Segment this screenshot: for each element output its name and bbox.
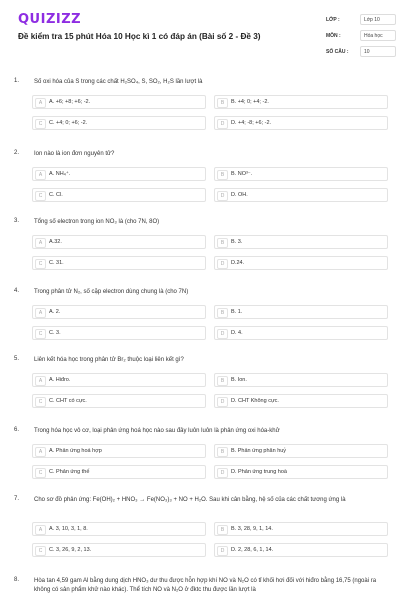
option-d[interactable] bbox=[214, 256, 388, 270]
option-text: A. +6; +8; +6; -2. bbox=[49, 99, 91, 105]
option-d[interactable] bbox=[214, 394, 388, 408]
option-letter-badge: B bbox=[217, 525, 228, 535]
option-b[interactable] bbox=[214, 522, 388, 536]
option-text: C. CHT có cực. bbox=[49, 398, 87, 404]
page-title: Đề kiểm tra 15 phút Hóa 10 Học kì 1 có đáp án (Bài số 2 - Đề 3) bbox=[18, 32, 261, 41]
question-text: Trong hóa học vô cơ, loại phản ứng hoá học nào sau đây luôn luôn là phản ứng oxi hóa-khử bbox=[34, 428, 280, 434]
meta-value: Hóa học bbox=[360, 30, 396, 41]
option-letter-badge: B bbox=[217, 447, 228, 457]
option-letter-badge: A bbox=[35, 376, 46, 386]
option-letter-badge: D bbox=[217, 397, 228, 407]
option-text: C. Cl. bbox=[49, 192, 63, 198]
question-text: Hòa tan 4,59 gam Al bằng dung dịch HNO₃ dư thu được hỗn hợp khí NO và N₂O có tỉ khối hơi đối với hiđro bằng 16,75 (ngoài ra không có sản phẩm khử nào khác). Thể tích NO và N₂O ở đktc thu được lần lượt là bbox=[34, 578, 377, 593]
option-letter-badge: C bbox=[35, 259, 46, 269]
option-letter-badge: D bbox=[217, 119, 228, 129]
option-d[interactable] bbox=[214, 116, 388, 130]
meta-value: Lớp 10 bbox=[360, 14, 396, 25]
option-text: C. 3. bbox=[49, 330, 61, 336]
option-letter-badge: C bbox=[35, 546, 46, 556]
option-b[interactable] bbox=[214, 444, 388, 458]
option-text: B. NO³⁻. bbox=[231, 171, 253, 177]
option-c[interactable] bbox=[32, 394, 206, 408]
option-text: A. NH₄⁺. bbox=[49, 171, 71, 177]
option-letter-badge: B bbox=[217, 238, 228, 248]
option-letter-badge: D bbox=[217, 468, 228, 478]
option-text: D. 2, 28, 6, 1, 14. bbox=[231, 547, 274, 553]
option-a[interactable] bbox=[32, 167, 206, 181]
quizizz-logo: QUIZIZZ bbox=[18, 12, 82, 27]
meta-label: LỚP : bbox=[326, 17, 340, 23]
question-text: Tổng số electron trong ion NO₃ là (cho 7N, 8O) bbox=[34, 219, 160, 225]
option-d[interactable] bbox=[214, 326, 388, 340]
question-text: Cho sơ đồ phản ứng: Fe(OH)₂ + HNO₃ → Fe(NO₃)₃ + NO + H₂O. Sau khi cân bằng, hệ số của các chất tương ứng là bbox=[34, 497, 346, 503]
option-b[interactable] bbox=[214, 305, 388, 319]
option-c[interactable] bbox=[32, 188, 206, 202]
question-text: Số oxi hóa của S trong các chất H₂SO₄, S, SO₂, H₂S lần lượt là bbox=[34, 79, 203, 85]
option-letter-badge: A bbox=[35, 238, 46, 248]
question-number: 1. bbox=[14, 78, 20, 84]
option-letter-badge: D bbox=[217, 546, 228, 556]
option-text: A. Phản ứng hoá hợp bbox=[49, 448, 102, 454]
option-a[interactable] bbox=[32, 235, 206, 249]
option-text: A.32. bbox=[49, 239, 62, 245]
option-letter-badge: C bbox=[35, 329, 46, 339]
meta-row-count bbox=[326, 46, 398, 62]
question-number: 2. bbox=[14, 150, 20, 156]
option-text: D. CHT Không cực. bbox=[231, 398, 279, 404]
option-b[interactable] bbox=[214, 95, 388, 109]
option-text: B. 3. bbox=[231, 239, 243, 245]
option-c[interactable] bbox=[32, 326, 206, 340]
option-d[interactable] bbox=[214, 543, 388, 557]
option-letter-badge: A bbox=[35, 525, 46, 535]
option-a[interactable] bbox=[32, 373, 206, 387]
option-text: B. Phản ứng phân huỷ bbox=[231, 448, 287, 454]
option-text: C. 3, 26, 9, 2, 13. bbox=[49, 547, 92, 553]
option-c[interactable] bbox=[32, 256, 206, 270]
option-letter-badge: B bbox=[217, 376, 228, 386]
option-letter-badge: D bbox=[217, 191, 228, 201]
option-letter-badge: A bbox=[35, 98, 46, 108]
option-text: B. Ion. bbox=[231, 377, 247, 383]
option-letter-badge: D bbox=[217, 329, 228, 339]
question-number: 3. bbox=[14, 218, 20, 224]
option-c[interactable] bbox=[32, 465, 206, 479]
option-b[interactable] bbox=[214, 235, 388, 249]
meta-row-class bbox=[326, 14, 398, 30]
question-text: Trong phân tử N₂, số cặp electron dùng chung là (cho 7N) bbox=[34, 289, 189, 295]
option-letter-badge: A bbox=[35, 447, 46, 457]
option-letter-badge: A bbox=[35, 308, 46, 318]
option-letter-badge: B bbox=[217, 170, 228, 180]
meta-info bbox=[326, 14, 398, 62]
option-text: D. Phản ứng trung hoà bbox=[231, 469, 287, 475]
option-letter-badge: C bbox=[35, 397, 46, 407]
question-number: 6. bbox=[14, 427, 20, 433]
option-letter-badge: C bbox=[35, 119, 46, 129]
option-text: D.24. bbox=[231, 260, 245, 266]
option-b[interactable] bbox=[214, 167, 388, 181]
question-number: 7. bbox=[14, 496, 20, 502]
meta-label: SỐ CÂU : bbox=[326, 49, 349, 55]
option-a[interactable] bbox=[32, 522, 206, 536]
option-text: D. +4; -8; +6; -2. bbox=[231, 120, 272, 126]
question-number: 5. bbox=[14, 356, 20, 362]
option-a[interactable] bbox=[32, 305, 206, 319]
option-text: A. Hiđro. bbox=[49, 377, 71, 383]
option-b[interactable] bbox=[214, 373, 388, 387]
option-text: C. Phản ứng thế bbox=[49, 469, 90, 475]
option-text: D. OH. bbox=[231, 192, 248, 198]
option-text: B. 3, 28, 9, 1, 14. bbox=[231, 526, 273, 532]
option-text: B. 1. bbox=[231, 309, 243, 315]
option-a[interactable] bbox=[32, 95, 206, 109]
option-letter-badge: B bbox=[217, 98, 228, 108]
option-text: A. 3, 10, 3, 1, 8. bbox=[49, 526, 88, 532]
question-text: Ion nào là ion đơn nguyên tử? bbox=[34, 151, 115, 157]
option-letter-badge: A bbox=[35, 170, 46, 180]
option-text: C. 31. bbox=[49, 260, 64, 266]
option-d[interactable] bbox=[214, 188, 388, 202]
meta-label: MÔN : bbox=[326, 33, 341, 39]
option-text: C. +4; 0; +6; -2. bbox=[49, 120, 88, 126]
option-letter-badge: C bbox=[35, 191, 46, 201]
question-text: Liên kết hóa học trong phân tử Br₂ thuộc loại liên kết gì? bbox=[34, 357, 184, 363]
header bbox=[0, 0, 400, 62]
option-c[interactable] bbox=[32, 116, 206, 130]
option-text: D. 4. bbox=[231, 330, 243, 336]
option-c[interactable] bbox=[32, 543, 206, 557]
option-d[interactable] bbox=[214, 465, 388, 479]
question-number: 4. bbox=[14, 288, 20, 294]
option-text: B. +4; 0; +4; -2. bbox=[231, 99, 269, 105]
option-a[interactable] bbox=[32, 444, 206, 458]
option-text: A. 2. bbox=[49, 309, 61, 315]
option-letter-badge: D bbox=[217, 259, 228, 269]
question-number: 8. bbox=[14, 577, 20, 583]
meta-row-subject bbox=[326, 30, 398, 46]
option-letter-badge: B bbox=[217, 308, 228, 318]
meta-value: 10 bbox=[360, 46, 396, 57]
option-letter-badge: C bbox=[35, 468, 46, 478]
